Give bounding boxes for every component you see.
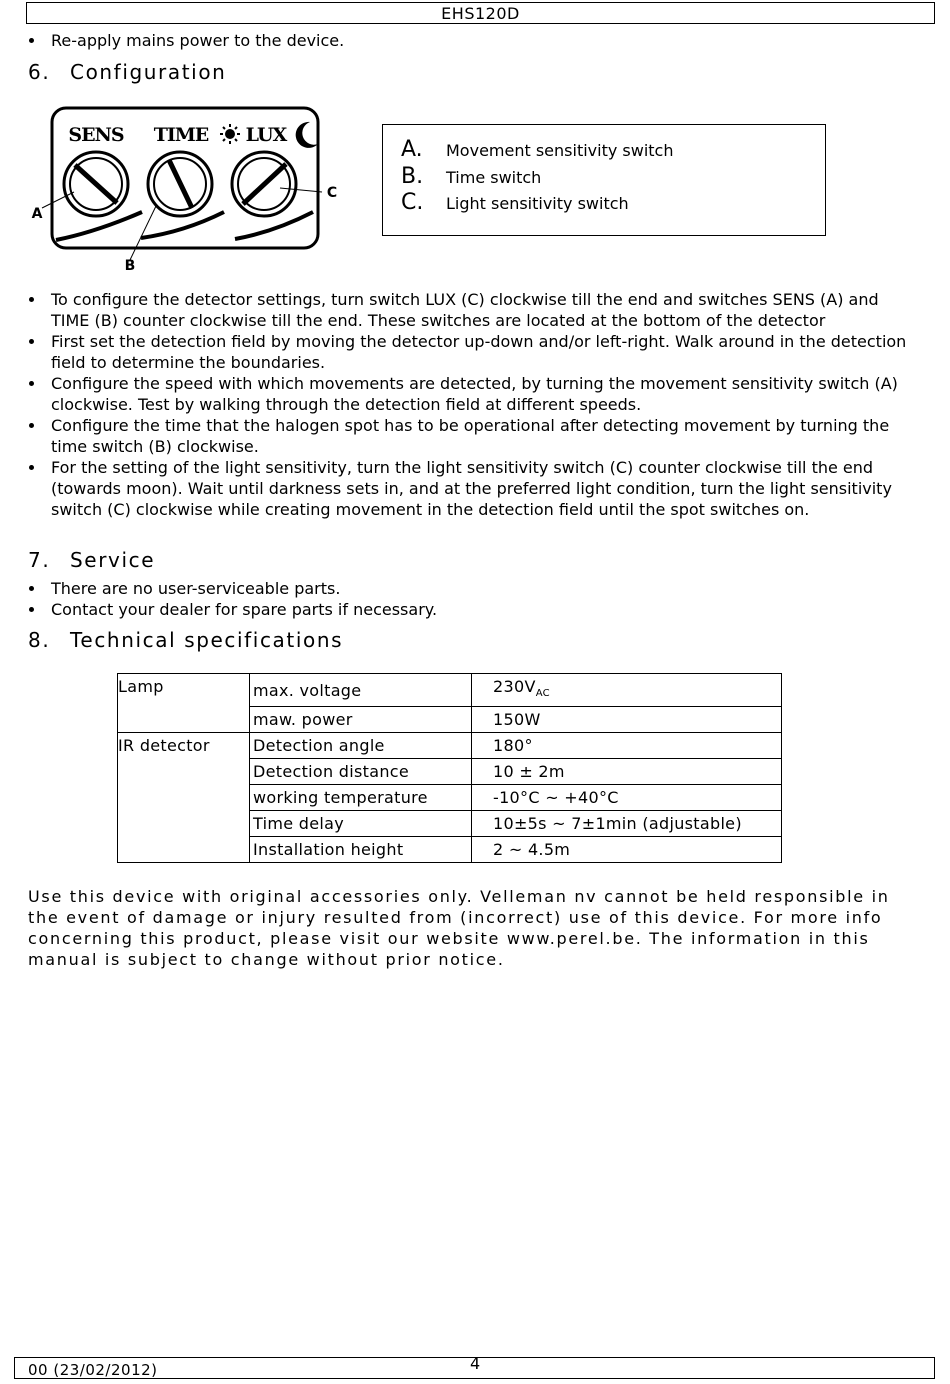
value-subscript: AC bbox=[535, 688, 550, 700]
sens-switch-knob bbox=[64, 152, 128, 216]
group-cell-lamp: Lamp bbox=[118, 674, 250, 733]
list-item: Configure the time that the halogen spot has to be operational after detecting movement by turning the time switch (B) clockwise. bbox=[28, 415, 918, 457]
section-title: Configuration bbox=[70, 60, 227, 84]
switch-panel-diagram bbox=[24, 100, 344, 275]
param-cell: max. voltage bbox=[250, 674, 472, 707]
table-row bbox=[118, 733, 782, 759]
switch-legend bbox=[382, 124, 826, 236]
section-number: 6. bbox=[28, 60, 51, 84]
page-footer bbox=[14, 1354, 935, 1379]
configuration-bullet-list bbox=[28, 289, 918, 520]
param-cell: Installation height bbox=[250, 837, 472, 863]
value-text: 230V bbox=[493, 677, 536, 696]
param-cell: Time delay bbox=[250, 811, 472, 837]
time-label: TIME bbox=[153, 124, 209, 146]
service-bullet-list bbox=[28, 578, 437, 620]
param-cell: Detection angle bbox=[250, 733, 472, 759]
sens-label: SENS bbox=[68, 124, 124, 146]
list-item: First set the detection field by moving the detector up-down and/or left-right. Walk around in the detection field to determine the boundaries. bbox=[28, 331, 918, 373]
list-item: To configure the detector settings, turn switch LUX (C) clockwise till the end and switches SENS (A) and TIME (B) counter clockwise till the end. These switches are located at the bottom of the detector bbox=[28, 289, 918, 331]
param-cell: maw. power bbox=[250, 707, 472, 733]
value-cell: 10 ± 2m bbox=[472, 759, 782, 785]
legend-row-c bbox=[383, 190, 825, 217]
param-cell: working temperature bbox=[250, 785, 472, 811]
section-heading-service bbox=[28, 547, 155, 573]
page-number: 4 bbox=[470, 1354, 481, 1373]
callout-b-label: B bbox=[124, 258, 136, 274]
disclaimer-notice: Use this device with original accessories only. Velleman nv cannot be held responsible in the event of damage or injury resulted from (incorrect) use of this device. For more info concerning this product, please visit our website www.perel.be. The information in this manual is subject to change without prior notice. bbox=[28, 887, 890, 969]
footer-version: 00 (23/02/2012) bbox=[28, 1361, 158, 1379]
group-cell-ir-detector: IR detector bbox=[118, 733, 250, 863]
value-cell: 150W bbox=[472, 707, 782, 733]
legend-text: Light sensitivity switch bbox=[446, 194, 629, 213]
legend-letter: B. bbox=[401, 163, 424, 189]
page-header bbox=[26, 2, 935, 24]
lux-switch-knob bbox=[232, 152, 296, 216]
legend-row-a bbox=[383, 137, 825, 164]
legend-text: Movement sensitivity switch bbox=[446, 141, 674, 160]
table-row bbox=[118, 674, 782, 707]
value-cell: -10°C ~ +40°C bbox=[472, 785, 782, 811]
value-cell bbox=[472, 674, 782, 707]
section-number: 7. bbox=[28, 548, 51, 572]
legend-letter: C. bbox=[401, 190, 424, 215]
time-switch-knob bbox=[148, 152, 212, 216]
legend-row-b bbox=[383, 164, 825, 191]
legend-letter: A. bbox=[401, 137, 423, 162]
section-title: Technical specifications bbox=[70, 628, 344, 652]
value-cell: 180° bbox=[472, 733, 782, 759]
value-cell: 2 ~ 4.5m bbox=[472, 837, 782, 863]
section-heading-technical-specifications bbox=[28, 627, 343, 653]
section-heading-configuration bbox=[28, 59, 226, 85]
param-cell: Detection distance bbox=[250, 759, 472, 785]
list-item: Re-apply mains power to the device. bbox=[28, 30, 344, 51]
specifications-table bbox=[117, 673, 782, 863]
callout-c-label: C bbox=[326, 185, 338, 201]
sun-icon bbox=[220, 124, 240, 144]
legend-text: Time switch bbox=[446, 167, 542, 187]
intro-bullet-list bbox=[28, 30, 344, 51]
section-title: Service bbox=[70, 548, 156, 572]
list-item: There are no user-serviceable parts. bbox=[28, 578, 437, 599]
list-item: Configure the speed with which movements are detected, by turning the movement sensitivity switch (A) clockwise. Test by walking through the detection field at different speeds. bbox=[28, 373, 918, 415]
header-title: EHS120D bbox=[441, 4, 520, 23]
list-item: For the setting of the light sensitivity, turn the light sensitivity switch (C) counter clockwise till the end (towards moon). Wait until darkness sets in, and at the preferred light condition, turn the light sensitivity switch (C) clockwise while creating movement in the detection field until the spot switches on. bbox=[28, 457, 918, 520]
section-number: 8. bbox=[28, 628, 51, 652]
callout-a-label: A bbox=[31, 206, 43, 222]
list-item: Contact your dealer for spare parts if necessary. bbox=[28, 599, 437, 620]
value-cell: 10±5s ~ 7±1min (adjustable) bbox=[472, 811, 782, 837]
lux-label: LUX bbox=[245, 124, 287, 146]
